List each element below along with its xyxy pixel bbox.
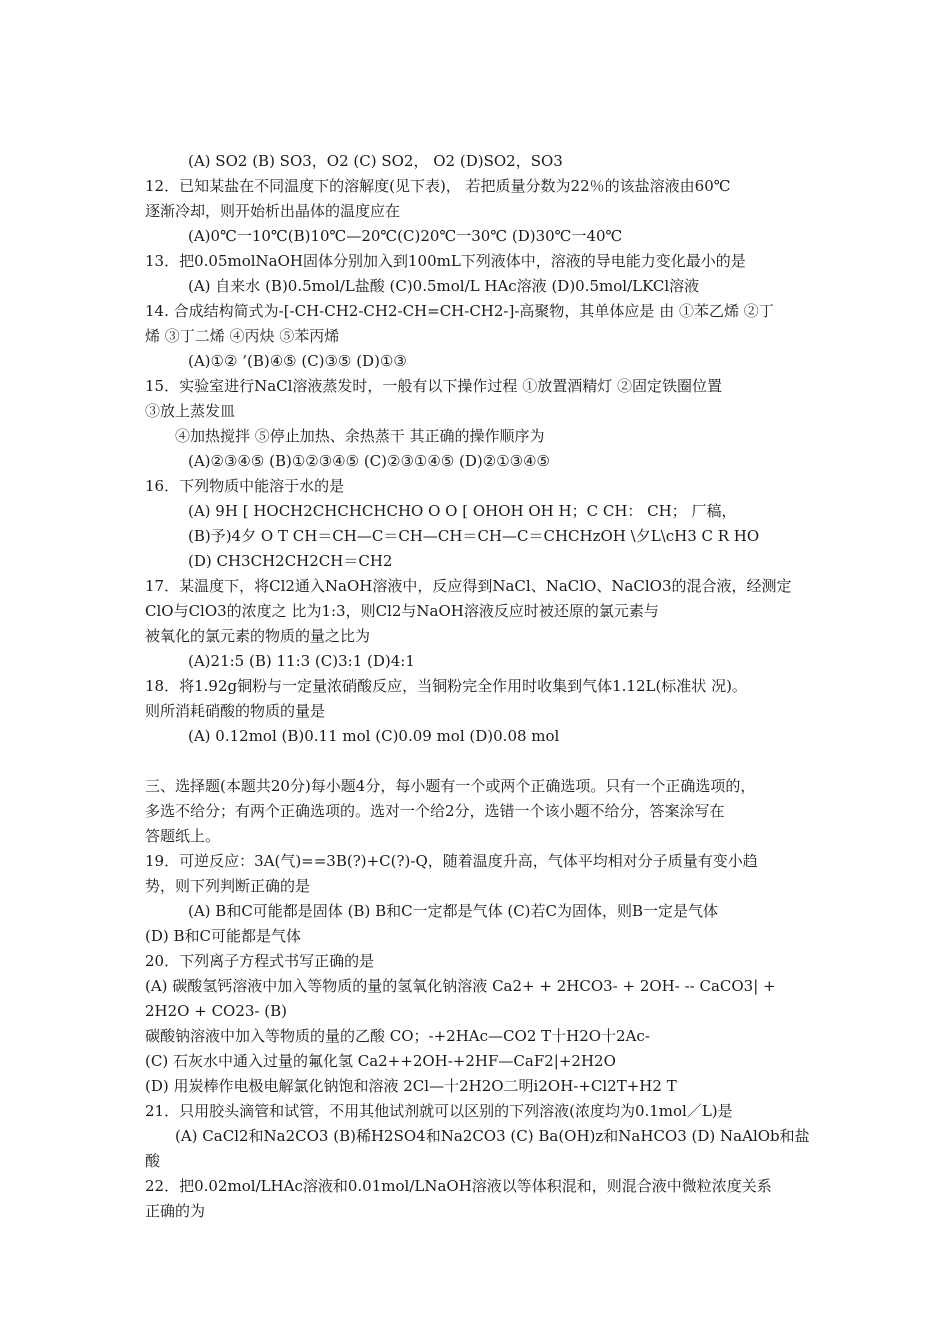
- q17-text-3: 被氧化的氯元素的物质的量之比为: [145, 627, 371, 645]
- section3-heading-1: 三、选择题(本题共20分)每小题4分，每小题有一个或两个正确选项。只有一个正确选项的，: [145, 777, 756, 795]
- q16-option-d: (D) CH3CH2CH2CH＝CH2: [188, 552, 393, 570]
- q20-option-a-2: 2H2O + CO23- (B): [145, 1002, 287, 1020]
- q15-options: (A)②③④⑤ (B)①②③④⑤ (C)②③①④⑤ (D)②①③④⑤: [188, 452, 550, 470]
- q12-text-2: 逐渐冷却，则开始析出晶体的温度应在: [145, 202, 401, 220]
- q12-options: (A)0℃一10℃(B)10℃—20℃(C)20℃一30℃ (D)30℃一40℃: [188, 227, 623, 245]
- q19-options-2: (D) B和C可能都是气体: [145, 927, 301, 945]
- q11-options: (A) SO2 (B) SO3，O2 (C) SO2， O2 (D)SO2，SO3: [188, 152, 563, 170]
- q16-option-a: (A) 9H [ HOCH2CHCHCHCHO O O [ OHOH OH H；C CH： CH； 厂稿，: [188, 502, 737, 520]
- q15-text-3: ④加热搅拌 ⑤停止加热、余热蒸干 其正确的操作顺序为: [175, 427, 545, 445]
- q21-text: 21．只用胶头滴管和试管，不用其他试剂就可以区别的下列溶液(浓度均为0.1mol／L)是: [145, 1102, 733, 1120]
- q20-text: 20．下列离子方程式书写正确的是: [145, 952, 375, 970]
- section3-heading-3: 答题纸上。: [145, 827, 221, 845]
- q15-text-2: ③放上蒸发皿: [145, 402, 236, 420]
- q12-text-1: 12．已知某盐在不同温度下的溶解度(见下表)， 若把质量分数为22％的该盐溶液由60℃: [145, 177, 731, 195]
- q14-text-2: 烯 ③丁二烯 ④丙炔 ⑤苯丙烯: [145, 327, 340, 345]
- q16-option-b: (B)予)4夕 O T CH＝CH—C＝CH—CH＝CH—C＝CHCHzOH \夕L\cH3 C R HO: [188, 527, 760, 545]
- section3-heading-2: 多选不给分；有两个正确选项的。选对一个给2分，选错一个该小题不给分，答案涂写在: [145, 802, 725, 820]
- q18-text-1: 18．将1.92g铜粉与一定量浓硝酸反应，当铜粉完全作用时收集到气体1.12L(标准状 况)。: [145, 677, 747, 695]
- q17-text-2: ClO与ClO3的浓度之 比为1:3，则Cl2与NaOH溶液反应时被还原的氯元素与: [145, 602, 659, 620]
- q20-option-d: (D) 用炭棒作电极电解氯化钠饱和溶液 2Cl—十2H2O二明i2OH-+Cl2T+H2 T: [145, 1077, 677, 1095]
- q17-text-1: 17．某温度下，将Cl2通入NaOH溶液中，反应得到NaCl、NaClO、NaClO3的混合液，经测定: [145, 577, 792, 595]
- q19-options-1: (A) B和C可能都是固体 (B) B和C一定都是气体 (C)若C为固体，则B一定是气体: [188, 902, 719, 920]
- q20-option-c: (C) 石灰水中通入过量的氟化氢 Ca2++2OH-+2HF—CaF2|+2H2O: [145, 1052, 616, 1070]
- q18-options: (A) 0.12mol (B)0.11 mol (C)0.09 mol (D)0.08 mol: [188, 727, 560, 745]
- q13-text: 13．把0.05molNaOH固体分别加入到100mL下列液体中，溶液的导电能力变化最小的是: [145, 252, 746, 270]
- q16-text: 16．下列物质中能溶于水的是: [145, 477, 345, 495]
- q20-option-b: 碳酸钠溶液中加入等物质的量的乙酸 CO；-+2HAc—CO2 T十H2O十2Ac-: [145, 1027, 650, 1045]
- q22-text-2: 正确的为: [145, 1202, 206, 1220]
- q21-options-1: (A) CaCl2和Na2CO3 (B)稀H2SO4和Na2CO3 (C) Ba(OH)z和NaHCO3 (D) NaAlOb和盐: [175, 1127, 810, 1145]
- q14-options: (A)①② ’(B)④⑤ (C)③⑤ (D)①③: [188, 352, 407, 370]
- q15-text-1: 15．实验室进行NaCl溶液蒸发时，一般有以下操作过程 ①放置酒精灯 ②固定铁圈位置: [145, 377, 722, 395]
- q20-option-a-1: (A) 碳酸氢钙溶液中加入等物质的量的氢氧化钠溶液 Ca2+ + 2HCO3- + 2OH- -- CaCO3| +: [145, 977, 776, 995]
- q18-text-2: 则所消耗硝酸的物质的量是: [145, 702, 326, 720]
- q14-text-1: 14. 合成结构简式为-[-CH-CH2-CH2-CH=CH-CH2-]-高聚物，其单体应是 由 ①苯乙烯 ②丁: [145, 302, 774, 320]
- q19-text-2: 势，则下列判断正确的是: [145, 877, 311, 895]
- q21-options-2: 酸: [145, 1152, 161, 1170]
- q22-text-1: 22．把0.02mol/LHAc溶液和0.01mol/LNaOH溶液以等体积混和，则混合液中微粒浓度关系: [145, 1177, 772, 1195]
- q13-options: (A) 自来水 (B)0.5mol/L盐酸 (C)0.5mol/L HAc溶液 (D)0.5mol/LKCl溶液: [188, 277, 700, 295]
- q19-text-1: 19．可逆反应：3A(气)==3B(?)+C(?)-Q，随着温度升高，气体平均相对分子质量有变小趋: [145, 852, 758, 870]
- q17-options: (A)21:5 (B) 11:3 (C)3:1 (D)4:1: [188, 652, 415, 670]
